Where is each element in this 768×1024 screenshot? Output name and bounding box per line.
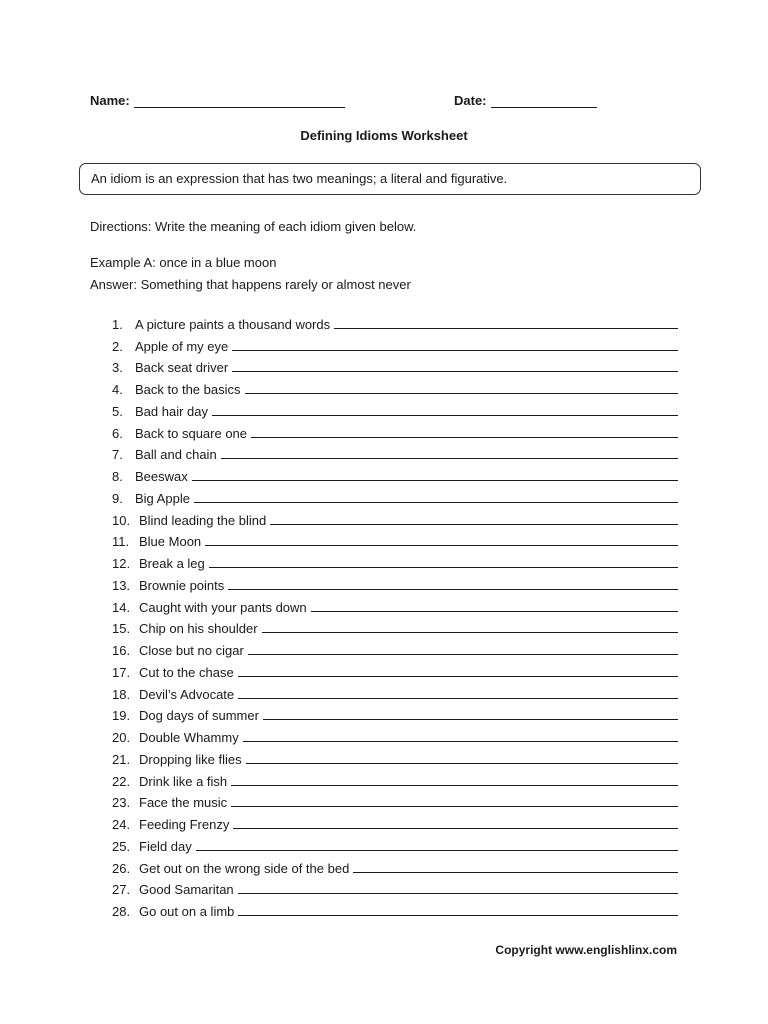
answer-blank-line[interactable]	[238, 902, 678, 916]
list-item	[112, 767, 678, 789]
answer-blank-line[interactable]	[205, 532, 678, 546]
example-answer: Answer: Something that happens rarely or almost never	[90, 277, 411, 292]
item-number: 12.	[112, 556, 131, 571]
item-idiom: Dog days of summer	[139, 708, 259, 724]
answer-blank-line[interactable]	[262, 619, 678, 633]
item-number: 2.	[112, 338, 123, 354]
name-blank-line[interactable]	[134, 93, 345, 108]
item-idiom: Face the music	[139, 795, 228, 811]
item-number: 21.	[112, 751, 131, 767]
item-number: 3.	[112, 360, 123, 376]
item-number: 24.	[112, 817, 131, 832]
item-idiom: Caught with your pants down	[139, 599, 307, 615]
definition-text: An idiom is an expression that has two meanings; a literal and figurative.	[91, 171, 508, 186]
item-number: 25.	[112, 838, 131, 854]
list-item	[112, 506, 678, 528]
item-idiom: Good Samaritan	[139, 882, 234, 898]
date-blank-line[interactable]	[491, 93, 597, 108]
name-field	[90, 93, 345, 108]
item-idiom: Apple of my eye	[135, 338, 229, 354]
list-item	[112, 832, 678, 854]
item-number: 27.	[112, 882, 131, 898]
list-item	[112, 723, 678, 745]
list-item	[112, 745, 678, 767]
answer-blank-line[interactable]	[233, 815, 678, 829]
answer-blank-line[interactable]	[212, 402, 678, 416]
list-item	[112, 484, 678, 506]
worksheet-title: Defining Idioms Worksheet	[300, 128, 468, 143]
answer-blank-line[interactable]	[311, 598, 678, 612]
answer-blank-line[interactable]	[209, 554, 678, 568]
item-idiom: A picture paints a thousand words	[135, 316, 331, 332]
answer-blank-line[interactable]	[231, 793, 678, 807]
list-item	[112, 680, 678, 702]
item-idiom: Devil’s Advocate	[139, 686, 235, 702]
list-item	[112, 549, 678, 571]
item-idiom: Close but no cigar	[139, 643, 244, 658]
item-idiom: Dropping like flies	[139, 751, 242, 767]
item-number: 26.	[112, 860, 131, 876]
answer-blank-line[interactable]	[196, 837, 678, 851]
item-idiom: Back to the basics	[135, 382, 241, 397]
header-row	[90, 93, 678, 113]
list-item	[112, 615, 678, 637]
list-item	[112, 310, 678, 332]
list-item	[112, 375, 678, 397]
item-idiom: Bad hair day	[135, 403, 208, 419]
item-number: 11.	[112, 534, 130, 550]
date-field	[454, 93, 597, 108]
answer-blank-line[interactable]	[334, 315, 678, 329]
list-item	[112, 636, 678, 658]
name-label: Name:	[90, 93, 130, 108]
item-idiom: Double Whammy	[139, 730, 239, 745]
item-number: 18.	[112, 686, 131, 702]
directions-text: Directions: Write the meaning of each idiom given below.	[90, 219, 417, 234]
item-idiom: Feeding Frenzy	[139, 817, 230, 832]
answer-blank-line[interactable]	[221, 445, 678, 459]
item-idiom: Back to square one	[135, 425, 248, 441]
list-item	[112, 397, 678, 419]
answer-blank-line[interactable]	[192, 467, 678, 481]
answer-blank-line[interactable]	[232, 358, 678, 372]
item-number: 15.	[112, 621, 131, 637]
item-idiom: Drink like a fish	[139, 773, 228, 789]
answer-blank-line[interactable]	[238, 685, 678, 699]
item-number: 9.	[112, 490, 123, 506]
list-item	[112, 810, 678, 832]
list-item	[112, 571, 678, 593]
list-item	[112, 702, 678, 724]
item-number: 14.	[112, 599, 131, 615]
list-item	[112, 528, 678, 550]
list-item	[112, 332, 678, 354]
answer-blank-line[interactable]	[353, 859, 678, 873]
list-item	[112, 658, 678, 680]
item-number: 19.	[112, 708, 131, 724]
item-number: 7.	[112, 447, 123, 463]
item-idiom: Get out on the wrong side of the bed	[139, 860, 350, 876]
item-idiom: Field day	[139, 838, 192, 854]
answer-blank-line[interactable]	[238, 880, 678, 894]
answer-blank-line[interactable]	[270, 511, 678, 525]
answer-blank-line[interactable]	[251, 424, 678, 438]
answer-blank-line[interactable]	[246, 750, 678, 764]
copyright-text: Copyright www.englishlinx.com	[495, 943, 677, 957]
list-item	[112, 876, 678, 898]
item-number: 10.	[112, 512, 131, 528]
list-item	[112, 593, 678, 615]
answer-blank-line[interactable]	[248, 641, 678, 655]
item-idiom: Brownie points	[139, 577, 225, 593]
list-item	[112, 789, 678, 811]
idiom-list	[112, 310, 678, 919]
answer-blank-line[interactable]	[245, 380, 679, 394]
item-number: 23.	[112, 795, 131, 811]
item-idiom: Ball and chain	[135, 447, 217, 463]
item-number: 16.	[112, 643, 131, 658]
answer-blank-line[interactable]	[231, 772, 678, 786]
item-number: 17.	[112, 664, 131, 680]
item-number: 20.	[112, 730, 131, 745]
definition-box	[79, 163, 701, 195]
list-item	[112, 462, 678, 484]
date-label: Date:	[454, 93, 487, 108]
item-number: 22.	[112, 773, 131, 789]
item-number: 13.	[112, 577, 131, 593]
list-item	[112, 897, 678, 919]
item-idiom: Beeswax	[135, 469, 188, 484]
item-number: 5.	[112, 403, 123, 419]
answer-blank-line[interactable]	[263, 706, 678, 720]
item-idiom: Back seat driver	[135, 360, 229, 376]
item-idiom: Blind leading the blind	[139, 512, 267, 528]
item-idiom: Cut to the chase	[139, 664, 234, 680]
item-number: 6.	[112, 425, 123, 441]
answer-blank-line[interactable]	[232, 337, 678, 351]
item-number: 4.	[112, 382, 123, 397]
item-number: 1.	[112, 316, 123, 332]
answer-blank-line[interactable]	[228, 576, 678, 590]
item-idiom: Blue Moon	[139, 534, 202, 550]
example-question: Example A: once in a blue moon	[90, 255, 277, 270]
answer-blank-line[interactable]	[238, 663, 678, 677]
list-item	[112, 419, 678, 441]
item-idiom: Big Apple	[135, 490, 190, 506]
item-idiom: Break a leg	[139, 556, 205, 571]
answer-blank-line[interactable]	[194, 489, 678, 503]
answer-blank-line[interactable]	[243, 728, 678, 742]
list-item	[112, 854, 678, 876]
list-item	[112, 441, 678, 463]
item-idiom: Chip on his shoulder	[139, 621, 258, 637]
item-number: 8.	[112, 469, 123, 484]
list-item	[112, 354, 678, 376]
item-idiom: Go out on a limb	[139, 904, 235, 919]
item-number: 28.	[112, 904, 131, 919]
